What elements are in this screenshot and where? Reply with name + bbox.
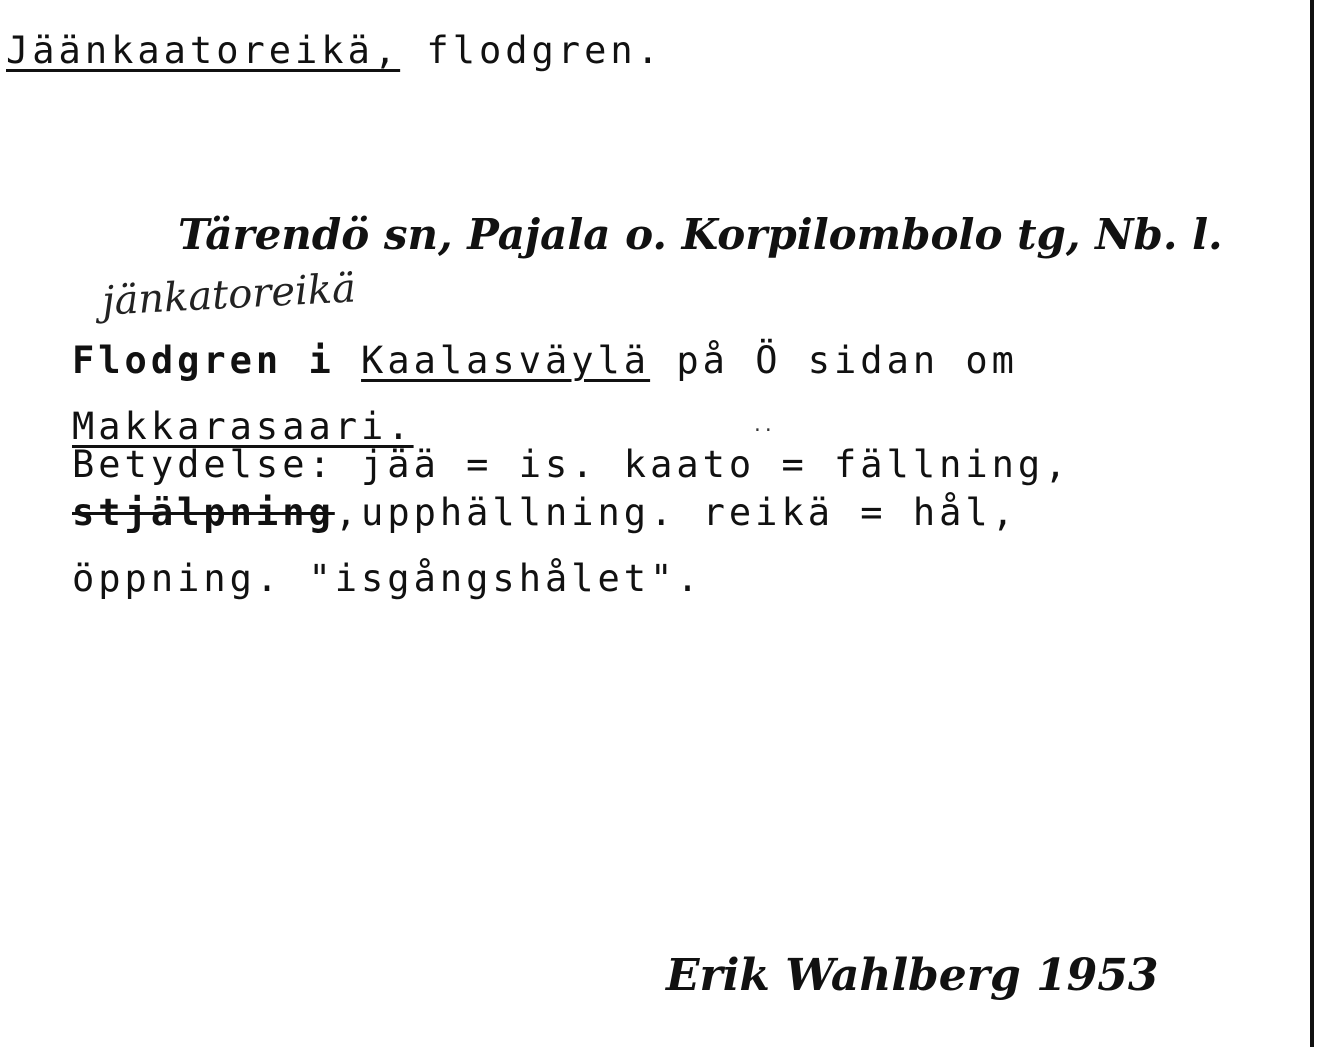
heading-line [6, 29, 663, 72]
card-edge-rule [1310, 0, 1314, 1047]
body-line-4 [72, 491, 1018, 534]
body-line-2 [72, 405, 414, 448]
diaeresis-correction-mark: ·· [752, 420, 774, 441]
place-name-makkarasaari: Makkarasaari. [72, 405, 414, 448]
body-line-1-part2: på Ö sidan om [650, 339, 1018, 382]
heading-gloss: flodgren. [400, 29, 663, 72]
body-line-1-part1: Flodgren i [72, 339, 362, 382]
body-line-3: Betydelse: jää = is. kaato = fällning, [72, 443, 1071, 486]
body-line-1 [72, 339, 1018, 382]
heading-term: Jäänkaatoreikä, [6, 29, 401, 72]
handwritten-form: jänkatoreikä [100, 265, 357, 325]
struck-word: stjälpning [72, 491, 335, 534]
place-stamp: Tärendö sn, Pajala o. Korpilombolo tg, Nb. l. [178, 210, 1223, 259]
body-line-4-rest: ,upphällning. reikä = hål, [334, 491, 1018, 534]
place-name-kaalasvayla: Kaalasväylä [361, 339, 651, 382]
body-line-5: öppning. "isgångshålet". [72, 557, 703, 600]
signature-stamp: Erik Wahlberg 1953 [666, 950, 1159, 1001]
